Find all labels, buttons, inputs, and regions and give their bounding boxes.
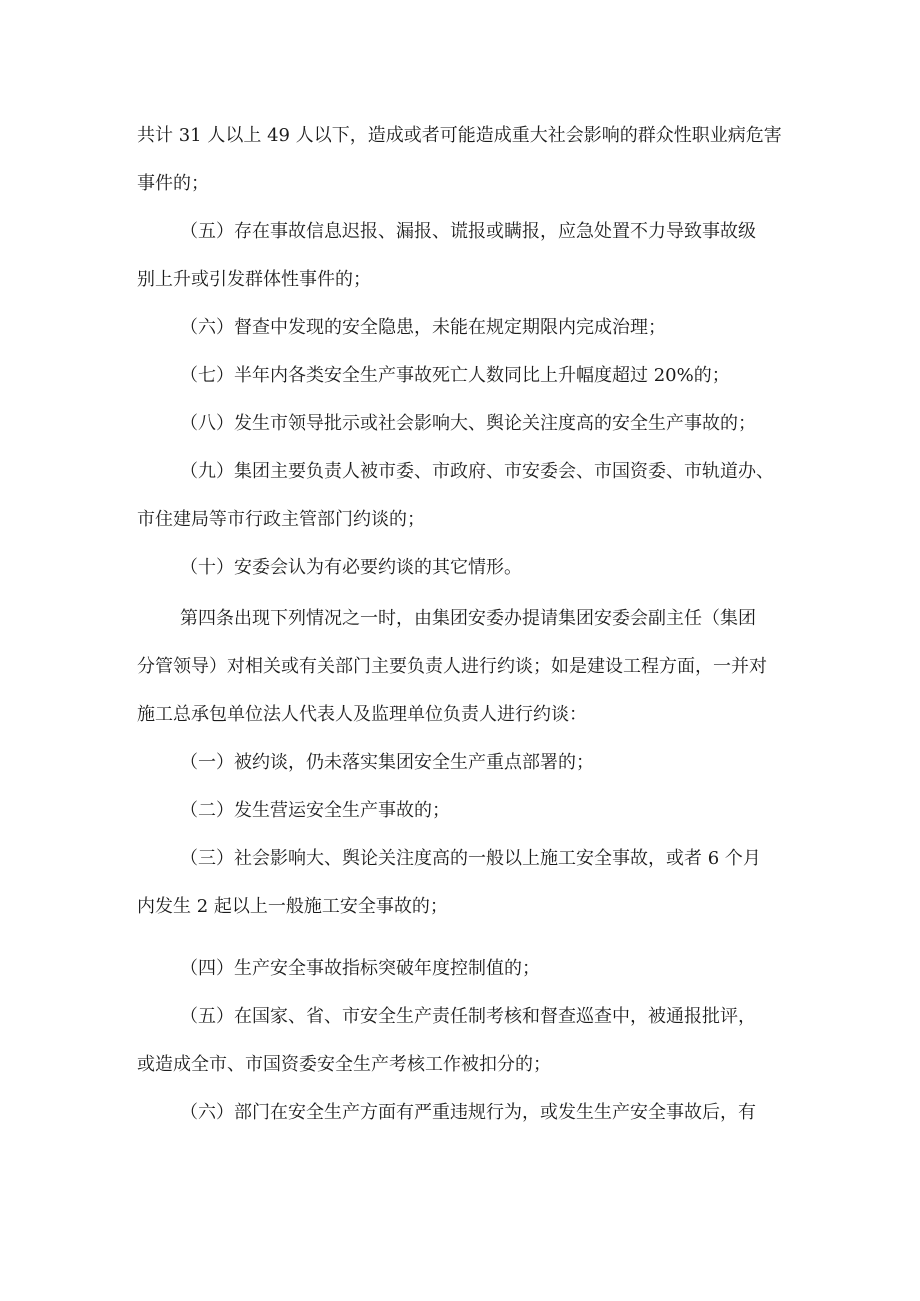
text-line: （五）在国家、省、市安全生产责任制考核和督查巡查中，被通报批评， — [180, 1006, 756, 1027]
text-line: （二）发生营运安全生产事故的； — [180, 800, 450, 821]
text-line: （六）督查中发现的安全隐患，未能在规定期限内完成治理； — [180, 317, 666, 338]
text-line: （一）被约谈，仍未落实集团安全生产重点部署的； — [180, 752, 594, 773]
text-line: 事件的； — [137, 173, 209, 194]
text-line: （八）发生市领导批示或社会影响大、舆论关注度高的安全生产事故的； — [180, 413, 756, 434]
text-line: （九）集团主要负责人被市委、市政府、市安委会、市国资委、市轨道办、 — [180, 461, 774, 482]
text-line: 市住建局等市行政主管部门约谈的； — [137, 509, 425, 530]
text-line: 第四条出现下列情况之一时，由集团安委办提请集团安委会副主任（集团 — [180, 608, 756, 629]
text-line: （四）生产安全事故指标突破年度控制值的； — [180, 958, 540, 979]
text-line: （五）存在事故信息迟报、漏报、谎报或瞒报，应急处置不力导致事故级 — [180, 221, 756, 242]
text-line: 分管领导）对相关或有关部门主要负责人进行约谈；如是建设工程方面，一并对 — [137, 656, 767, 677]
text-line: （三）社会影响大、舆论关注度高的一般以上施工安全事故，或者 6 个月 — [180, 848, 761, 869]
text-line: （七）半年内各类安全生产事故死亡人数同比上升幅度超过 20%的； — [180, 365, 730, 386]
text-line: 别上升或引发群体性事件的； — [137, 269, 371, 290]
text-line: 施工总承包单位法人代表人及监理单位负责人进行约谈： — [137, 704, 587, 725]
text-line: 或造成全市、市国资委安全生产考核工作被扣分的； — [137, 1054, 551, 1075]
text-line: 内发生 2 起以上一般施工安全事故的； — [137, 896, 448, 917]
text-line: （十）安委会认为有必要约谈的其它情形。 — [180, 557, 522, 578]
text-line: 共计 31 人以上 49 人以下，造成或者可能造成重大社会影响的群众性职业病危害 — [137, 125, 782, 146]
text-line: （六）部门在安全生产方面有严重违规行为，或发生生产安全事故后，有 — [180, 1102, 756, 1123]
